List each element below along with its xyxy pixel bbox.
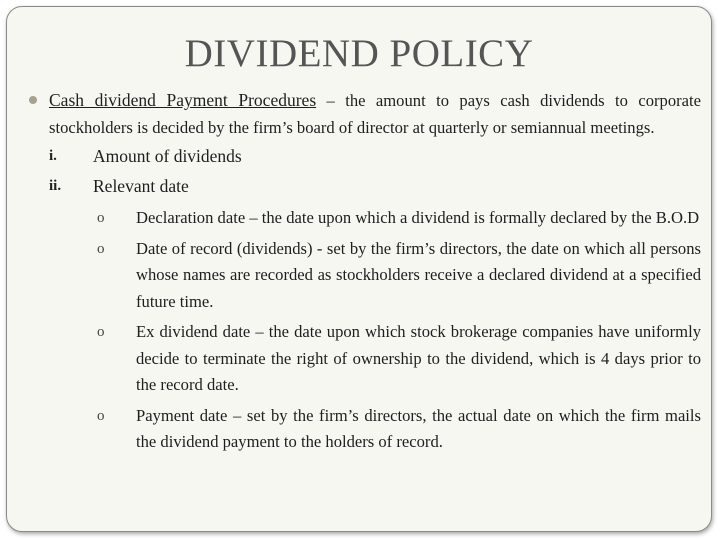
slide [6,6,712,532]
sub-item-text: Date of record (dividends) - set by the firm’s directors, the date on which all persons whose names are recorded as stockholders receive a declared dividend at a specified future time. [136,238,701,311]
sub-item-declaration-date [35,205,701,232]
sub-item-text: Declaration date – the date upon which a dividend is formally declared by the B.O.D [136,208,700,227]
slide-title: DIVIDEND POLICY [184,32,534,75]
sub-item-ex-dividend-date [35,319,701,399]
sub-item-payment-date [35,403,701,456]
slide-body [35,87,701,456]
bullet-text: – the amount to pays cash dividends to corporate stockholders is decided by the firm’s board of director at quarterly or semiannual meetings. [49,91,701,137]
numbered-text: Relevant date [93,176,189,196]
bullet-dot-icon [29,96,37,104]
sub-item-date-of-record [35,236,701,316]
circle-bullet-icon: o [97,240,105,257]
numbered-item-amount [35,141,701,171]
bullet-heading: Cash dividend Payment Procedures [49,90,317,110]
circle-bullet-icon: o [97,407,105,424]
sub-item-text: Ex dividend date – the date upon which stock brokerage companies have uniformly decide to terminate the right of ownership to the dividend, which is 4 days prior to the record date. [136,322,701,394]
sub-item-text: Payment date – set by the firm’s directors, the actual date on which the firm mails the dividend payment to the holders of record. [136,405,701,451]
numbered-marker: i. [49,148,57,164]
bullet-paragraph [35,87,701,141]
circle-bullet-icon: o [97,324,105,340]
circle-bullet-icon: o [97,210,105,226]
numbered-marker: ii. [49,178,62,194]
numbered-item-relevant-date [35,171,701,201]
numbered-text: Amount of dividends [93,146,242,166]
